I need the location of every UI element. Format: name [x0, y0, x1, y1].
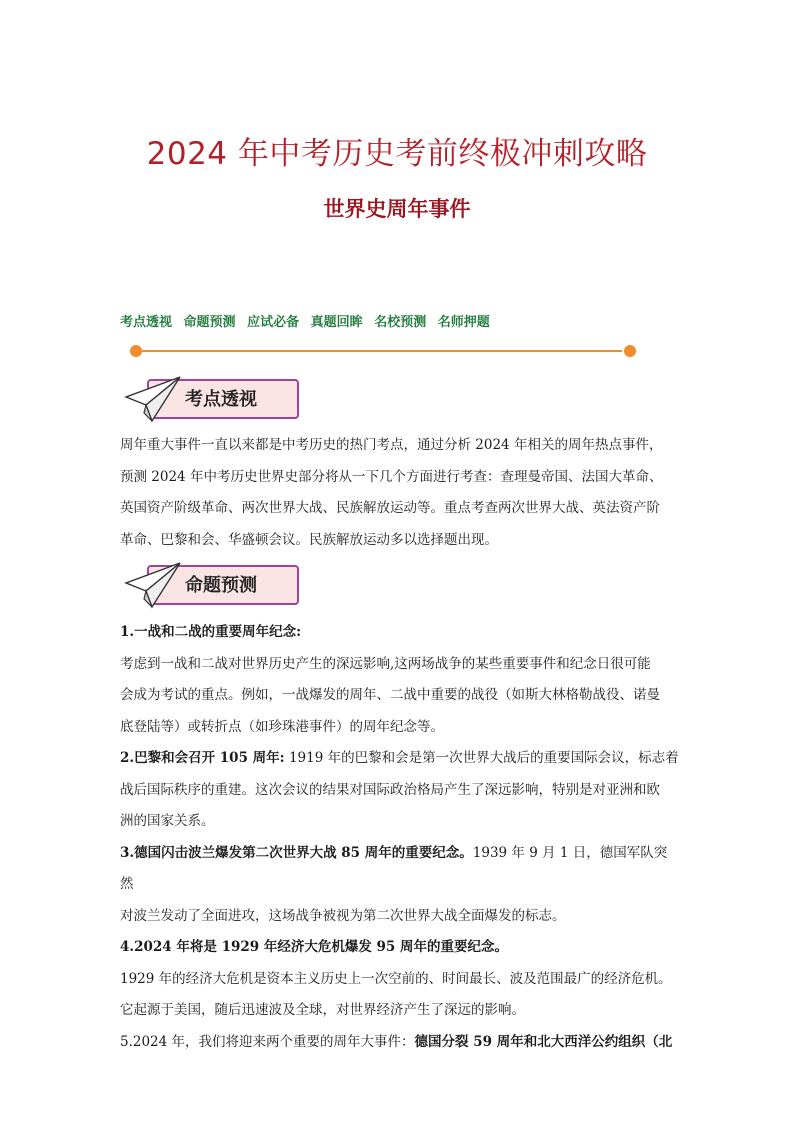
text-line: 底登陆等）或转折点（如珍珠港事件）的周年纪念等。 — [120, 718, 444, 735]
overview-paragraph — [120, 430, 680, 556]
text-line: 1929 年的经济大危机是资本主义历史上一次空前的、时间最长、波及范围最广的经济危机。 — [120, 970, 672, 987]
nav-item-exam-essentials[interactable]: 应试必备 — [247, 315, 300, 330]
paper-plane-icon — [122, 561, 184, 609]
text-line: 洲的国家关系。 — [120, 813, 215, 829]
nav-item-past-questions[interactable]: 真题回眸 — [310, 315, 363, 330]
section-heading: 考点透视 — [185, 389, 257, 410]
text-line: 4.2024 年将是 1929 年经济大危机爆发 95 周年的重要纪念。 — [120, 939, 509, 955]
nav-item-prediction[interactable]: 命题预测 — [183, 315, 236, 330]
text-line: 2.巴黎和会召开 105 周年: 1919 年的巴黎和会是第一次世界大战后的重要国际会议，标志着 — [120, 750, 679, 766]
text-line: 英国资产阶级革命、两次世界大战、民族解放运动等。重点考查两次世界大战、英法资产阶 — [120, 500, 660, 516]
page-subtitle: 世界史周年事件 — [323, 197, 471, 221]
text-line: 革命、巴黎和会、华盛顿会议。民族解放运动多以选择题出现。 — [120, 531, 498, 548]
nav-item-teacher-picks[interactable]: 名师押题 — [437, 315, 490, 330]
text-line: 1.一战和二战的重要周年纪念: — [120, 624, 302, 640]
text-line: 战后国际秩序的重建。这次会议的结果对国际政治格局产生了深远影响，特别是对亚洲和欧 — [120, 781, 660, 798]
text-line: 5.2024 年，我们将迎来两个重要的周年大事件：德国分裂 59 周年和北大西洋公约组织（北 — [120, 1033, 673, 1050]
text-line: 周年重大事件一直以来都是中考历史的热门考点，通过分析 2024 年相关的周年热点事件， — [120, 437, 663, 453]
prediction-body — [120, 617, 680, 1058]
nav-item-school-predictions[interactable]: 名校预测 — [374, 315, 427, 330]
section-heading: 命题预测 — [185, 575, 257, 596]
text-line: 会成为考试的重点。例如，一战爆发的周年、二战中重要的战役（如斯大林格勒战役、诺曼 — [120, 687, 660, 703]
section-header-prediction — [122, 561, 307, 609]
section-nav — [120, 311, 497, 330]
text-line: 预测 2024 年中考历史世界史部分将从一下几个方面进行考查：查理曼帝国、法国大革命、 — [120, 468, 663, 485]
paper-plane-icon — [122, 375, 184, 423]
orange-divider — [128, 343, 638, 359]
text-line: 对波兰发动了全面进攻，这场战争被视为第二次世界大战全面爆发的标志。 — [120, 907, 566, 924]
page-title: 2024 年中考历史考前终极冲刺攻略 — [146, 136, 648, 172]
text-line: 它起源于美国，随后迅速波及全球，对世界经济产生了深远的影响。 — [120, 1002, 525, 1018]
section-header-overview — [122, 375, 307, 423]
nav-item-overview[interactable]: 考点透视 — [120, 315, 173, 330]
text-line: 考虑到一战和二战对世界历史产生的深远影响,这两场战争的某些重要事件和纪念日很可能 — [120, 655, 651, 672]
text-line: 3.德国闪击波兰爆发第二次世界大战 85 周年的重要纪念。1939 年 9 月 1 日，德国军队突然 — [120, 844, 668, 892]
